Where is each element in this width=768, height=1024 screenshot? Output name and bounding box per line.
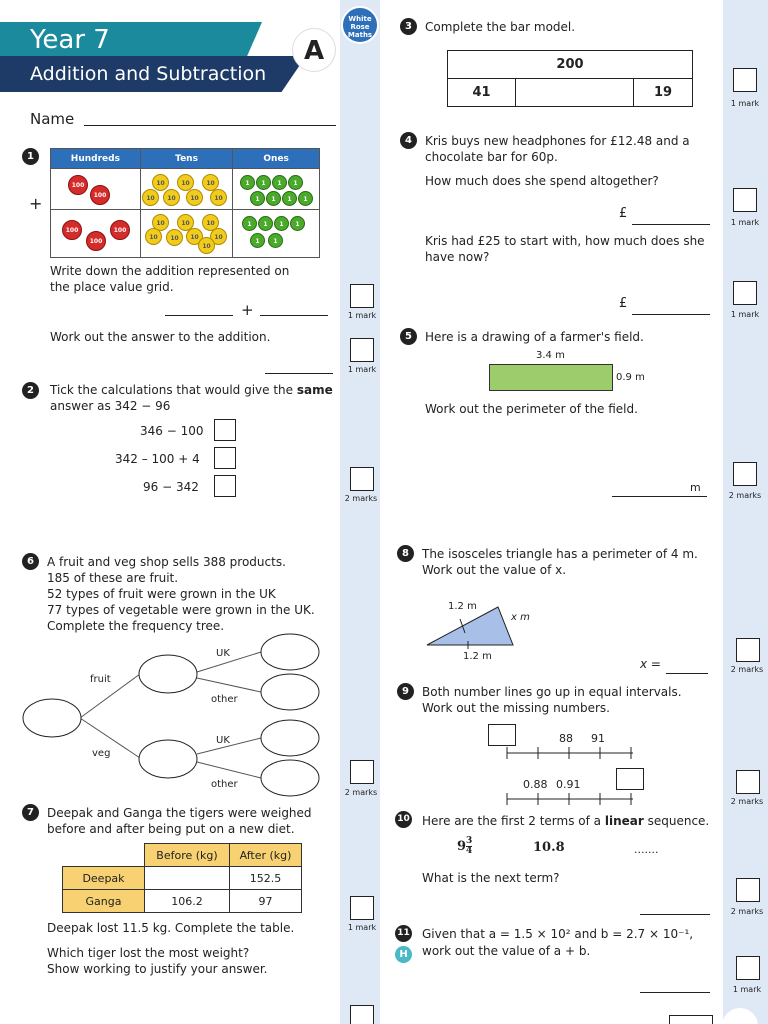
- tree-node-total[interactable]: [23, 699, 81, 737]
- question-number: 7: [22, 804, 39, 821]
- year-title: Year 7: [30, 25, 110, 55]
- name-line[interactable]: [84, 125, 336, 126]
- question-text: Kris buys new headphones for £12.48 and a chocolate bar for 60p.: [425, 134, 690, 164]
- one-counter: 1: [290, 216, 305, 231]
- question-text: Which tiger lost the most weight?: [47, 946, 250, 960]
- question-text: Deepak and Ganga the tigers were weighed before and after being put on a new diet.: [47, 806, 312, 836]
- question-line: 77 types of vegetable were grown in the UK.: [47, 603, 315, 617]
- base-label: 1.2 m: [463, 651, 492, 662]
- fraction-numerator: 3: [466, 836, 473, 846]
- hundred-counter: 100: [110, 220, 130, 240]
- mark-box[interactable]: [350, 284, 374, 308]
- question-text: work out the value of a + b.: [422, 944, 591, 958]
- header-after: After (kg): [230, 844, 302, 867]
- mark-box[interactable]: [736, 638, 760, 662]
- ten-counter: 10: [177, 214, 194, 231]
- question-line: Complete the frequency tree.: [47, 619, 225, 633]
- mark-box[interactable]: [350, 896, 374, 920]
- question-number: 8: [397, 545, 414, 562]
- question-number: 9: [397, 683, 414, 700]
- question-text: Complete the bar model.: [425, 20, 576, 34]
- mark-label: 2 marks: [730, 797, 764, 806]
- mark-box[interactable]: [736, 770, 760, 794]
- answer-line[interactable]: [165, 315, 233, 316]
- one-counter: 1: [274, 216, 289, 231]
- unit-label: m: [690, 481, 701, 494]
- number-line-value: 88: [559, 732, 573, 745]
- field-rectangle: [489, 364, 613, 391]
- term-fraction: [466, 837, 472, 856]
- question-text: Kris had £25 to start with, how much does she have now?: [425, 234, 705, 264]
- bar-part-missing[interactable]: [516, 79, 634, 106]
- cell-before: 106.2: [145, 890, 230, 913]
- answer-line[interactable]: [640, 914, 710, 915]
- bar-part-left: 41: [448, 79, 516, 106]
- tree-node-fruit-uk[interactable]: [261, 634, 319, 670]
- question-number: 6: [22, 553, 39, 570]
- mark-box[interactable]: [350, 1005, 374, 1024]
- question-line: 185 of these are fruit.: [47, 571, 179, 585]
- mark-box[interactable]: [350, 760, 374, 784]
- row-name: Deepak: [63, 867, 145, 890]
- version-badge: A: [292, 28, 336, 72]
- mark-label: 1 mark: [732, 985, 762, 994]
- missing-number-box[interactable]: [488, 724, 516, 746]
- tree-node-veg-uk[interactable]: [261, 720, 319, 756]
- ten-counter: 10: [186, 189, 203, 206]
- sequence-term-1: [457, 836, 472, 858]
- branch-label-uk: UK: [216, 735, 230, 746]
- question-number: 5: [400, 328, 417, 345]
- missing-number-box[interactable]: [616, 768, 644, 790]
- question-number: 1: [22, 148, 39, 165]
- cell-after: 97: [230, 890, 302, 913]
- header-hundreds: Hundreds: [51, 149, 141, 169]
- hundred-counter: 100: [62, 220, 82, 240]
- question-line: 52 types of fruit were grown in the UK: [47, 587, 276, 601]
- mark-label: 1 mark: [730, 218, 760, 227]
- header-before: Before (kg): [145, 844, 230, 867]
- question-text: Work out the perimeter of the field.: [425, 402, 638, 416]
- question-text: Given that a = 1.5 × 10² and b = 2.7 × 10⁻¹,: [422, 927, 694, 941]
- mark-label: 1 mark: [347, 365, 377, 374]
- pound-symbol: £: [619, 296, 628, 311]
- logo-line-1: White: [348, 15, 372, 23]
- answer-line[interactable]: [260, 315, 328, 316]
- hundred-counter: 100: [90, 185, 110, 205]
- header-tens: Tens: [140, 149, 233, 169]
- sequence-term-2: 10.8: [533, 840, 565, 855]
- number-line-value: 0.91: [556, 778, 581, 791]
- one-counter: 1: [258, 216, 273, 231]
- branch-label-fruit: fruit: [90, 674, 111, 685]
- bar-model: [447, 50, 693, 107]
- row-name: Ganga: [63, 890, 145, 913]
- mark-box[interactable]: [733, 462, 757, 486]
- bar-total: 200: [448, 51, 692, 79]
- frequency-tree: [20, 630, 330, 800]
- question-text: Here is a drawing of a farmer's field.: [425, 330, 644, 344]
- answer-line[interactable]: [632, 224, 710, 225]
- emphasis-word: linear: [604, 814, 644, 828]
- question-text: [50, 382, 340, 414]
- side-label: 1.2 m: [448, 601, 477, 612]
- mark-label: 2 marks: [730, 907, 764, 916]
- mark-label: 2 marks: [344, 788, 378, 797]
- branch-label-other: other: [211, 694, 238, 705]
- next-page-box: [669, 1015, 713, 1024]
- bar-part-right: 19: [653, 85, 673, 100]
- ten-counter: 10: [202, 174, 219, 191]
- header-ones: Ones: [233, 149, 320, 169]
- mark-label: 1 mark: [730, 310, 760, 319]
- question-text-part: Tick the calculations that would give the: [50, 383, 297, 397]
- cell-before[interactable]: [145, 867, 230, 890]
- one-counter: 1: [298, 191, 313, 206]
- calculation-option: 342 – 100 + 4: [115, 452, 200, 466]
- margin-left-column: [340, 0, 380, 1024]
- ten-counter: 10: [152, 174, 169, 191]
- margin-right-column: [723, 0, 768, 1024]
- ten-counter: 10: [152, 214, 169, 231]
- mark-box[interactable]: [736, 956, 760, 980]
- mark-label: 1 mark: [347, 923, 377, 932]
- one-counter: 1: [242, 216, 257, 231]
- question-text-part: answer as 342 − 96: [50, 399, 171, 413]
- answer-line[interactable]: [632, 314, 710, 315]
- hundred-counter: 100: [68, 175, 88, 195]
- higher-tier-badge: H: [395, 946, 412, 963]
- one-counter: 1: [256, 175, 271, 190]
- tree-node-veg-other[interactable]: [261, 760, 319, 796]
- one-counter: 1: [266, 191, 281, 206]
- mark-box[interactable]: [733, 68, 757, 92]
- mark-box[interactable]: [733, 281, 757, 305]
- question-text-part: Here are the first 2 terms of a: [422, 814, 605, 828]
- number-line-2: [505, 791, 635, 807]
- emphasis-word: same: [296, 383, 333, 397]
- question-text: Work out the answer to the addition.: [50, 330, 271, 344]
- topic-title: Addition and Subtraction: [30, 63, 267, 85]
- question-text: Write down the addition represented on the place value grid.: [50, 264, 290, 294]
- answer-label: x =: [640, 657, 661, 671]
- weights-table: [62, 843, 302, 913]
- calculation-option: 346 − 100: [140, 424, 204, 438]
- question-text: Deepak lost 11.5 kg. Complete the table.: [47, 921, 295, 935]
- ten-counter: 10: [166, 229, 183, 246]
- one-counter: 1: [250, 233, 265, 248]
- mark-label: 1 mark: [347, 311, 377, 320]
- tree-node-fruit-other[interactable]: [261, 674, 319, 710]
- hundred-counter: 100: [86, 231, 106, 251]
- mark-box[interactable]: [736, 878, 760, 902]
- question-line: A fruit and veg shop sells 388 products.: [47, 555, 286, 569]
- answer-line[interactable]: [265, 373, 333, 374]
- branch-label-other: other: [211, 779, 238, 790]
- question-text: Both number lines go up in equal intervals. Work out the missing numbers.: [422, 685, 682, 715]
- plus-sign: +: [241, 301, 254, 319]
- one-counter: 1: [250, 191, 265, 206]
- mark-box[interactable]: [350, 338, 374, 362]
- question-text: Show working to justify your answer.: [47, 962, 268, 976]
- question-number: 11: [395, 925, 412, 942]
- answer-line[interactable]: [666, 673, 708, 674]
- one-counter: 1: [288, 175, 303, 190]
- mark-box[interactable]: [350, 467, 374, 491]
- field-height-label: 0.9 m: [616, 372, 645, 383]
- mark-label: 2 marks: [730, 665, 764, 674]
- ten-counter: 10: [202, 214, 219, 231]
- ten-counter: 10: [142, 189, 159, 206]
- pound-symbol: £: [619, 206, 628, 221]
- question-text: [422, 813, 709, 829]
- one-counter: 1: [240, 175, 255, 190]
- sequence-next-term-dots[interactable]: .......: [634, 843, 659, 856]
- question-text: How much does she spend altogether?: [425, 174, 659, 188]
- question-text: [47, 554, 337, 634]
- mark-label: 2 marks: [344, 494, 378, 503]
- logo-line-3: Maths: [347, 31, 373, 39]
- ten-counter: 10: [210, 228, 227, 245]
- question-number: 10: [395, 811, 412, 828]
- name-label: Name: [30, 110, 75, 128]
- tick-box[interactable]: [214, 419, 236, 441]
- one-counter: 1: [272, 175, 287, 190]
- fraction-denominator: 4: [466, 846, 473, 856]
- mark-label: 1 mark: [730, 99, 760, 108]
- ten-counter: 10: [145, 228, 162, 245]
- tick-box[interactable]: [214, 447, 236, 469]
- ten-counter: 10: [163, 189, 180, 206]
- tree-node-fruit[interactable]: [139, 655, 197, 693]
- field-width-label: 3.4 m: [536, 350, 565, 361]
- answer-line[interactable]: [612, 496, 707, 497]
- tick-box[interactable]: [214, 475, 236, 497]
- branch-label-uk: UK: [216, 648, 230, 659]
- question-number: 3: [400, 18, 417, 35]
- one-counter: 1: [268, 233, 283, 248]
- question-text: The isosceles triangle has a perimeter of 4 m. Work out the value of x.: [422, 547, 698, 577]
- number-line-value: 91: [591, 732, 605, 745]
- ten-counter: 10: [198, 237, 215, 254]
- plus-symbol: +: [29, 194, 43, 213]
- number-line-value: 0.88: [523, 778, 548, 791]
- tree-node-veg[interactable]: [139, 740, 197, 778]
- white-rose-logo: [341, 6, 379, 44]
- answer-line[interactable]: [640, 992, 710, 993]
- mark-box[interactable]: [733, 188, 757, 212]
- ten-counter: 10: [210, 189, 227, 206]
- logo-line-2: Rose: [350, 23, 370, 31]
- one-counter: 1: [282, 191, 297, 206]
- cell-after: 152.5: [230, 867, 302, 890]
- question-number: 4: [400, 132, 417, 149]
- calculation-option: 96 − 342: [143, 480, 199, 494]
- side-label-x: x m: [511, 612, 530, 623]
- number-line-1: [505, 745, 635, 761]
- question-text-part: sequence.: [643, 814, 710, 828]
- question-text: What is the next term?: [422, 871, 560, 885]
- question-number: 2: [22, 382, 39, 399]
- term-whole: 9: [457, 839, 467, 854]
- ten-counter: 10: [177, 174, 194, 191]
- branch-label-veg: veg: [92, 748, 111, 759]
- mark-label: 2 marks: [728, 491, 762, 500]
- ten-counter: 10: [186, 228, 203, 245]
